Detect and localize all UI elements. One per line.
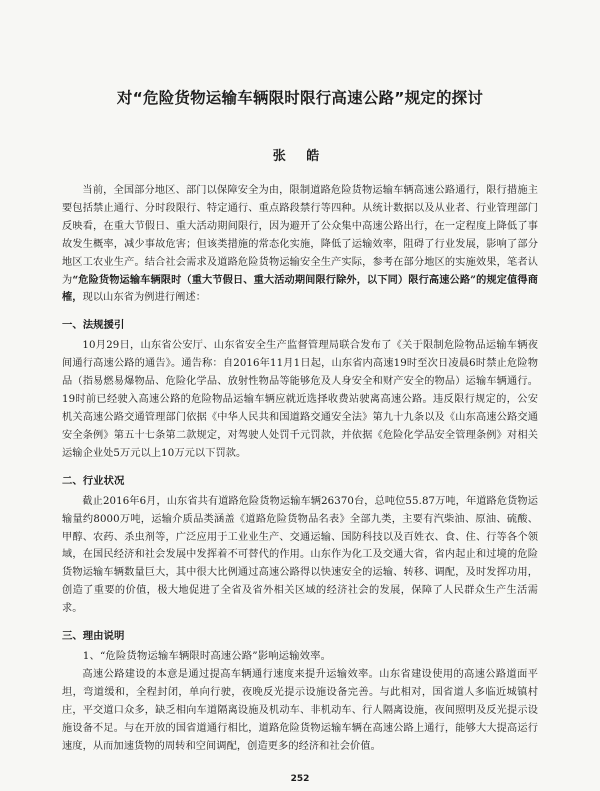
section-1 — [62, 316, 538, 462]
intro-bold-text: “危险货物运输车辆限时（重大节假日、重大活动期间限行除外，以下同）限行高速公路”的规定值得商榷， — [62, 273, 538, 304]
page-number: 252 — [290, 774, 310, 784]
author-name: 张 皓 — [272, 149, 328, 164]
section-subheading: 1、“危险货物运输车辆限时高速公路”影响运输效率。 — [82, 650, 332, 663]
section-2 — [62, 472, 538, 618]
section-paragraph: 高速公路建设的本意是通过提高车辆通行速度来提升运输效率。山东省建设使用的高速公路道面平坦，弯道缓和，全程封闭，单向行驶，夜晚反光提示设施设备完善。与此相对，国省道人多临近城镇村庄，平交道口众多，缺乏相向车道隔离设施及机动车、非机动车、行人隔离设施，夜间照明及反光提示设施设备不足。与在开放的国省道通行相比，道路危险货物运输车辆在高速公路上通行，能够大大提高运行速度，从而加速货物的周转和空间调配，创造更多的经济和社会价值。 — [62, 668, 538, 752]
section-heading: 二、行业状况 — [62, 474, 125, 487]
section-heading: 一、法规援引 — [62, 319, 125, 332]
section-paragraph: 截止2016年6月，山东省共有道路危险货物运输车辆26370台，总吨位55.87万吨，年道路危货物运输量约8000万吨，运输介质品类涵盖《道路危险货物品名表》全部九类，主要有汽柴油、原油、硫酸、甲醇、农药、杀虫剂等，广泛应用于工业业生产、交通运输、国防科技以及百姓衣、食、住、行等各个领域，在国民经济和社会发展中发挥着不可替代的作用。山东作为化工及交通大省，省内起止和过境的危险货物运输车辆数量巨大，其中很大比例通过高速公路得以快速安全的运输、转移、调配，及时发挥功用，创造了重要的价值，极大地促进了全省及省外相关区域的经济社会的发展，保障了人民群众生产生活需求。 — [62, 495, 538, 615]
article-title: 对“危险货物运输车辆限时限行高速公路”规定的探讨 — [116, 89, 484, 107]
section-3 — [62, 627, 538, 755]
intro-tail-text: 现以山东省为例进行阐述： — [82, 292, 207, 304]
intro-paragraph — [62, 182, 538, 307]
section-paragraph: 10月29日，山东省公安厅、山东省安全生产监督管理局联合发布了《关于限制危险物品运输车辆夜间通行高速公路的通告》。通告称：自2016年11月1日起，山东省内高速19时至次日凌晨6时禁止危险物品（指易燃易爆物品、危险化学品、放射性物品等能够危及人身安全和财产安全的物品）运输车辆通行。19时前已经驶入高速公路的危险物品运输车辆应就近选择收费站驶离高速公路。违反限行规定的，公安机关高速公路交通管理部门依据《中华人民共和国道路交通安全法》第九十九条以及《山东高速公路交通安全条例》第五十七条第二款规定，对驾驶人处罚千元罚款，并依据《危险化学品安全管理条例》对相关运输企业处5万元以上10万元以下罚款。 — [62, 340, 538, 459]
intro-text: 当前，全国部分地区、部门以保障安全为由，限制道路危险货物运输车辆高速公路通行，限行措施主要包括禁止通行、分时段限行、特定通行、重点路段禁行等四种。从统计数据以及从业者、行业管理部门反映看，在重大节假日、重大活动期间限行，因为避开了公众集中高速公路出行，在一定程度上降低了事故发生概率，减少事故危害；但该类措施的常态化实施，降低了运输效率，阻碍了行业发展，影响了部分地区工农业生产。结合社会需求及道路危险货物运输安全生产实际，参考在部分地区的实施效果，笔者认为 — [62, 185, 538, 286]
section-heading: 三、理由说明 — [62, 630, 125, 643]
